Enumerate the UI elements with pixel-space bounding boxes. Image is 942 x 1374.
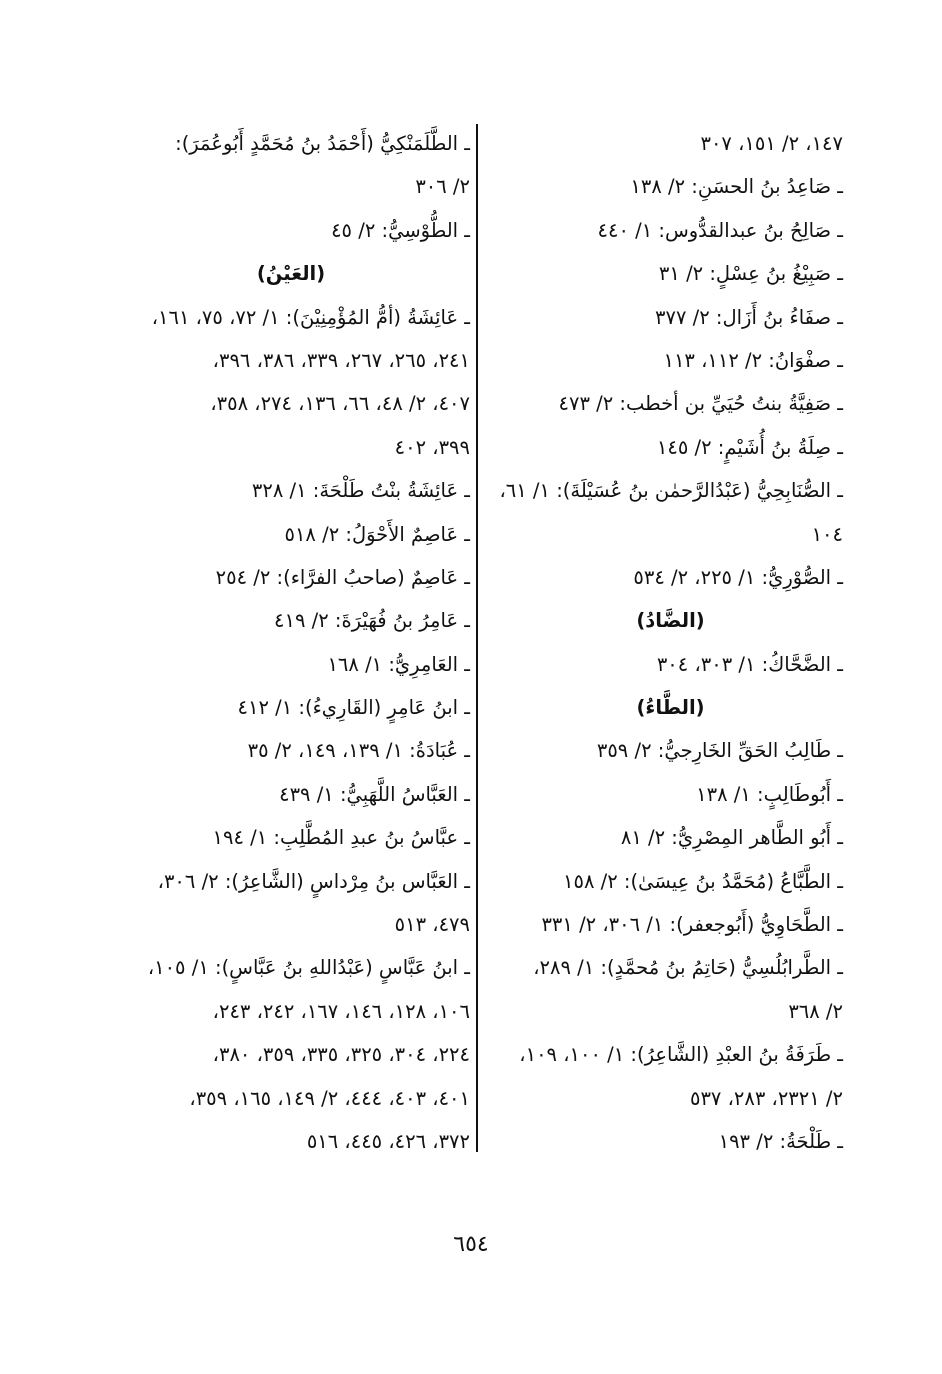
index-entry: ـ صفْوَانُ: ٢/ ١١٢، ١١٣ (663, 348, 843, 372)
index-entry: ـ طَالِبُ الحَقِّ الخَارِجيُّ: ٢/ ٣٥٩ (596, 739, 843, 763)
index-entry: ـ عَائِشَةُ (أمُّ المُؤْمِنِيْنَ): ١/ ٧٢، ٧٥، ١٦١، (151, 305, 470, 329)
index-entry: ٤٠٧، ٢/ ٤٨، ٦٦، ١٣٦، ٢٧٤، ٣٥٨، (210, 392, 470, 416)
page-number: ٦٥٤ (453, 1232, 489, 1257)
index-entry: ٤٧٩، ٥١٣ (394, 913, 470, 937)
index-entry: ـ ابنُ عَبَّاسٍ (عَبْدُاللهِ بنُ عَبَّاسٍ): ١/ ١٠٥، (147, 956, 470, 980)
index-entry: ـ أَبُوطَالِبٍ: ١/ ١٣٨ (696, 782, 843, 806)
index-entry: ٣٩٩، ٤٠٢ (394, 435, 470, 459)
index-entry: ٣٧٢، ٤٢٦، ٤٤٥، ٥١٦ (306, 1129, 470, 1153)
index-entry: ـ صفَاءُ بنُ أَزَال: ٢/ ٣٧٧ (655, 305, 843, 329)
section-heading: (الطَّاءُ) (636, 696, 705, 720)
index-entry: ـ الطَّلَمَنْكِيُّ (أَحْمَدُ بنُ مُحَمَّدٍ أَبُوعُمَرَ): (175, 132, 470, 155)
index-entry: ـ صَاعِدُ بنُ الحسَنِ: ٢/ ١٣٨ (630, 175, 843, 199)
index-entry: ـ الصُّنَابِحِيُّ (عَبْدُالرَّحمٰن بنُ عُسَيْلَةَ): ١/ ٦١، (499, 479, 843, 503)
index-entry: ـ عبَّاسُ بنُ عبدِ المُطَّلِبِ: ١/ ١٩٤ (212, 826, 470, 850)
index-entry: ـ صَالِحُ بنُ عبدالقدُّوس: ١/ ٤٤٠ (597, 218, 843, 242)
index-entry: ـ صِلَةُ بنُ أُشَيْمٍ: ٢/ ١٤٥ (656, 435, 843, 459)
index-entry: ٢٤١، ٢٦٥، ٢٦٧، ٣٣٩، ٣٨٦، ٣٩٦، (212, 348, 470, 372)
section-heading: (العَيْنُ) (256, 262, 326, 286)
index-entry: ـ صَفِيَّةُ بنتُ حُيَيِّ بن أخطب: ٢/ ٤٧٣ (558, 392, 843, 416)
index-entry: ـ ابنُ عَامِرٍ (القَارِيءُ): ١/ ٤١٢ (237, 696, 470, 720)
index-entry: ـ عَاصِمٌ (صاحبُ الفرَّاء): ٢/ ٢٥٤ (215, 565, 470, 589)
index-entry: ٢/ ٢٣٢١، ٢٨٣، ٥٣٧ (689, 1086, 843, 1110)
index-entry: ـ العَبَّاس بنُ مِرْداسٍ (الشَّاعِرُ): ٢/ ٣٠٦، (157, 869, 470, 893)
index-entry: ٢/ ٣٦٨ (788, 999, 843, 1023)
index-entry: ٢٢٤، ٣٠٤، ٣٢٥، ٣٣٥، ٣٥٩، ٣٨٠، (212, 1043, 470, 1067)
index-entry: ـ أَبُو الطَّاهر المِصْرِيُّ: ٢/ ٨١ (620, 826, 843, 850)
index-entry: ـ الطُّوْسِيُّ: ٢/ ٤٥ (331, 218, 470, 242)
index-entry: ١٠٤ (811, 522, 843, 546)
index-entry: ـ صَبِيْغُ بنُ عِسْلٍ: ٢/ ٣١ (658, 262, 843, 286)
index-entry: ـ عَاصِمٌ الأَحْوَلُ: ٢/ ٥١٨ (284, 522, 470, 546)
left-column (112, 122, 470, 1163)
index-entry: ـ الطَّبَّاعُ (مُحَمَّدُ بنُ عِيسَىٰ): ٢/ ١٥٨ (563, 869, 843, 893)
index-entry: ـ طَرَفَةُ بنُ العبْدِ (الشَّاعِرُ): ١/ ١٠٠، ١٠٩، (519, 1043, 843, 1067)
index-entry: ٢/ ٣٠٦ (415, 175, 470, 199)
index-entry: ـ عَامِرُ بنُ فُهَيْرَةَ: ٢/ ٤١٩ (274, 609, 470, 633)
index-entry: ١٠٦، ١٢٨، ١٤٦، ١٦٧، ٢٤٢، ٢٤٣، (212, 999, 470, 1023)
index-entry: ـ العَبَّاسُ اللَّهَبِيُّ: ١/ ٤٣٩ (279, 782, 470, 806)
column-divider (476, 124, 478, 1152)
index-entry: ٤٠١، ٤٠٣، ٤٤٤، ٢/ ١٤٩، ١٦٥، ٣٥٩، (189, 1086, 470, 1110)
index-entry: ـ الضَّحَّاكُ: ١/ ٣٠٣، ٣٠٤ (656, 652, 843, 676)
section-heading: (الضَّادُ) (636, 609, 705, 633)
index-entry: ـ العَامِرِيُّ: ١/ ١٦٨ (327, 652, 470, 676)
index-entry: ١٤٧، ٢/ ١٥١، ٣٠٧ (700, 132, 843, 155)
right-column (498, 122, 843, 1163)
index-entry: ـ الطَّحَاوِيُّ (أَبُوجعفر): ١/ ٣٠٦، ٢/ ٣٣١ (541, 913, 843, 937)
index-entry: ـ عَائِشَةُ بنْتُ طَلْحَةَ: ١/ ٣٢٨ (251, 479, 470, 503)
index-entry: ـ الطَّرابُلُسِيُّ (حَاتِمُ بنُ مُحمَّدٍ): ١/ ٢٨٩، (533, 956, 843, 980)
index-entry: ـ الصُّوْرِيُّ: ١/ ٢٢٥، ٢/ ٥٣٤ (633, 565, 843, 589)
index-entry: ـ عُبَادَةُ: ١/ ١٣٩، ١٤٩، ٢/ ٣٥ (247, 739, 470, 763)
index-entry: ـ طَلْحَةُ: ٢/ ١٩٣ (718, 1129, 843, 1153)
